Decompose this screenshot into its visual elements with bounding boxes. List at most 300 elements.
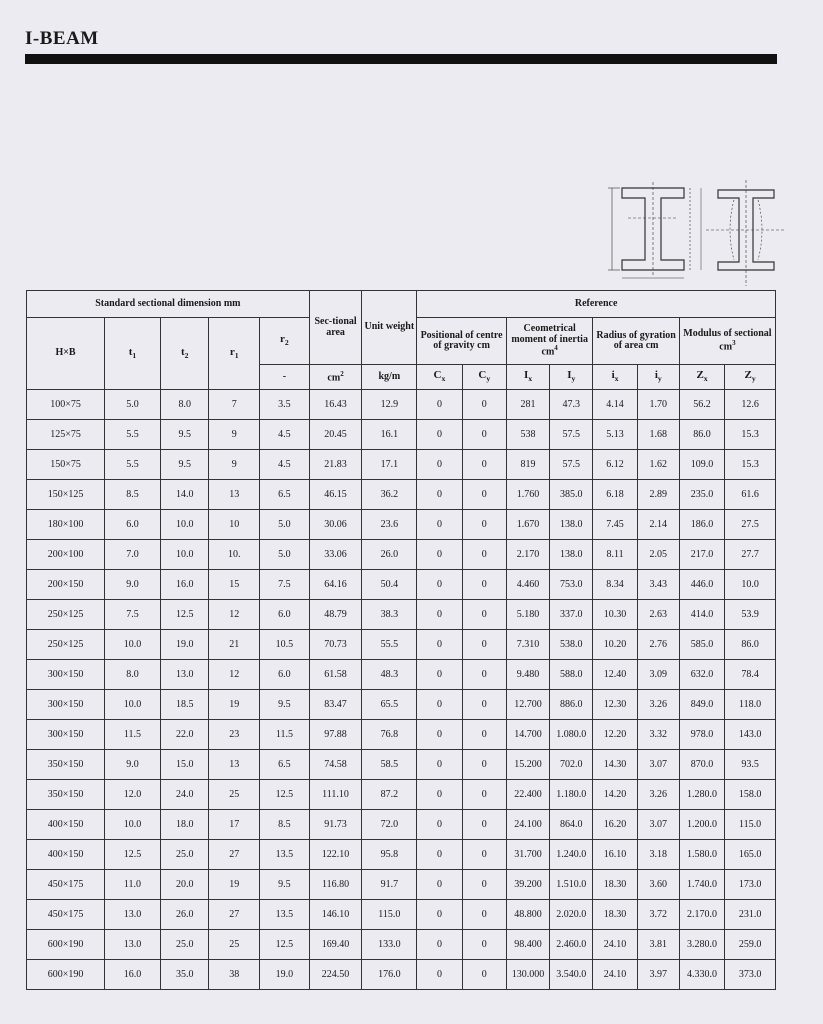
cell-cy: 0 (462, 630, 506, 660)
cell-zx: 86.0 (679, 420, 724, 450)
symbol-cy: $C_y$ (462, 365, 506, 390)
symbol-iy: $I_y$ (550, 365, 593, 390)
cell-radius-y: 3.72 (637, 900, 679, 930)
cell-t1: 8.5 (105, 480, 161, 510)
cell-r1: 25 (209, 930, 260, 960)
cell-r2: 6.0 (260, 600, 310, 630)
cell-weight: 36.2 (362, 480, 417, 510)
cell-t1: 9.0 (105, 750, 161, 780)
header-moment-of-inertia: Ceometrical moment of inertia $cm^4$ (506, 318, 592, 365)
cell-iy: 47.3 (550, 390, 593, 420)
cell-cx: 0 (417, 690, 462, 720)
cell-ix: 5.180 (506, 600, 549, 630)
cell-ix: 48.800 (506, 900, 549, 930)
cell-r2: 9.5 (260, 690, 310, 720)
cell-hxb: 125×75 (27, 420, 105, 450)
cell-t2: 15.0 (160, 750, 209, 780)
cell-r1: 13 (209, 480, 260, 510)
cell-t1: 12.0 (105, 780, 161, 810)
cell-radius-x: 6.18 (593, 480, 637, 510)
cell-zy: 27.5 (725, 510, 776, 540)
table-row (27, 720, 776, 750)
cell-weight: 91.7 (362, 870, 417, 900)
cell-weight: 87.2 (362, 780, 417, 810)
cell-hxb: 250×125 (27, 630, 105, 660)
cell-zy: 10.0 (725, 570, 776, 600)
cell-zy: 61.6 (725, 480, 776, 510)
table-row (27, 390, 776, 420)
cell-cx: 0 (417, 960, 462, 990)
cell-weight: 38.3 (362, 600, 417, 630)
cell-hxb: 600×190 (27, 930, 105, 960)
cell-cx: 0 (417, 450, 462, 480)
cell-r2: 6.0 (260, 660, 310, 690)
cell-weight: 48.3 (362, 660, 417, 690)
cell-area: 83.47 (309, 690, 362, 720)
cell-t2: 12.5 (160, 600, 209, 630)
cell-r2: 12.5 (260, 780, 310, 810)
cell-area: 116.80 (309, 870, 362, 900)
cell-iy: 57.5 (550, 420, 593, 450)
header-sectional-modulus: Modulus of sectional $cm^3$ (679, 318, 775, 365)
cell-ix: 2.170 (506, 540, 549, 570)
cell-r1: 10. (209, 540, 260, 570)
cell-iy: 702.0 (550, 750, 593, 780)
cell-zy: 259.0 (725, 930, 776, 960)
cell-r1: 25 (209, 780, 260, 810)
cell-r1: 23 (209, 720, 260, 750)
cell-hxb: 180×100 (27, 510, 105, 540)
cell-zx: 1.200.0 (679, 810, 724, 840)
cell-radius-x: 14.30 (593, 750, 637, 780)
cell-cx: 0 (417, 420, 462, 450)
cell-zx: 1.580.0 (679, 840, 724, 870)
cell-zx: 109.0 (679, 450, 724, 480)
cell-radius-x: 12.30 (593, 690, 637, 720)
cell-area: 33.06 (309, 540, 362, 570)
cell-weight: 17.1 (362, 450, 417, 480)
cell-radius-y: 2.63 (637, 600, 679, 630)
cell-radius-y: 3.97 (637, 960, 679, 990)
cell-zx: 585.0 (679, 630, 724, 660)
cell-zx: 870.0 (679, 750, 724, 780)
cell-cy: 0 (462, 570, 506, 600)
cell-area: 169.40 (309, 930, 362, 960)
symbol-ix: $I_x$ (506, 365, 549, 390)
cell-t1: 8.0 (105, 660, 161, 690)
cell-radius-x: 18.30 (593, 870, 637, 900)
header-sectional-area: Sec-tional area (309, 291, 362, 365)
cell-r1: 15 (209, 570, 260, 600)
cell-ix: 819 (506, 450, 549, 480)
cell-hxb: 450×175 (27, 870, 105, 900)
cell-t1: 10.0 (105, 630, 161, 660)
cell-r2: 8.5 (260, 810, 310, 840)
cell-cx: 0 (417, 630, 462, 660)
cell-ix: 7.310 (506, 630, 549, 660)
cell-cx: 0 (417, 930, 462, 960)
cell-weight: 55.5 (362, 630, 417, 660)
cell-r2: 12.5 (260, 930, 310, 960)
cell-zy: 15.3 (725, 420, 776, 450)
header-centre-of-gravity: Positional of centre of gravity cm (417, 318, 507, 365)
cell-cx: 0 (417, 810, 462, 840)
cell-r1: 9 (209, 420, 260, 450)
cell-weight: 26.0 (362, 540, 417, 570)
cell-ix: 130.000 (506, 960, 549, 990)
cell-zy: 373.0 (725, 960, 776, 990)
cell-radius-x: 18.30 (593, 900, 637, 930)
cell-zx: 56.2 (679, 390, 724, 420)
cell-area: 224.50 (309, 960, 362, 990)
cell-cx: 0 (417, 780, 462, 810)
table-row (27, 930, 776, 960)
table-row (27, 480, 776, 510)
cell-t2: 20.0 (160, 870, 209, 900)
cell-cy: 0 (462, 450, 506, 480)
cell-cy: 0 (462, 420, 506, 450)
symbol-radius-x: $i_x$ (593, 365, 637, 390)
cell-cy: 0 (462, 690, 506, 720)
cell-weight: 72.0 (362, 810, 417, 840)
cell-radius-x: 24.10 (593, 960, 637, 990)
cell-t1: 11.5 (105, 720, 161, 750)
cell-radius-y: 1.62 (637, 450, 679, 480)
cell-t1: 10.0 (105, 690, 161, 720)
cell-area: 91.73 (309, 810, 362, 840)
cell-hxb: 300×150 (27, 720, 105, 750)
cell-r2: 6.5 (260, 480, 310, 510)
cell-zx: 978.0 (679, 720, 724, 750)
cell-cx: 0 (417, 390, 462, 420)
cell-radius-y: 2.76 (637, 630, 679, 660)
cell-cx: 0 (417, 480, 462, 510)
cell-radius-x: 10.20 (593, 630, 637, 660)
cell-area: 70.73 (309, 630, 362, 660)
cell-r2: 13.5 (260, 900, 310, 930)
cell-zy: 86.0 (725, 630, 776, 660)
cell-zy: 115.0 (725, 810, 776, 840)
cell-cx: 0 (417, 600, 462, 630)
cell-radius-y: 3.26 (637, 690, 679, 720)
cell-zy: 15.3 (725, 450, 776, 480)
cell-area: 64.16 (309, 570, 362, 600)
cell-cy: 0 (462, 510, 506, 540)
header-hxb: H×B (27, 318, 105, 390)
cell-cx: 0 (417, 720, 462, 750)
cell-hxb: 450×175 (27, 900, 105, 930)
cell-hxb: 250×125 (27, 600, 105, 630)
table-row (27, 420, 776, 450)
symbol-radius-y: $i_y$ (637, 365, 679, 390)
cell-cy: 0 (462, 480, 506, 510)
cell-zx: 1.280.0 (679, 780, 724, 810)
cell-r1: 12 (209, 600, 260, 630)
cell-cy: 0 (462, 930, 506, 960)
cell-zx: 4.330.0 (679, 960, 724, 990)
table-row (27, 900, 776, 930)
cell-area: 122.10 (309, 840, 362, 870)
cell-radius-y: 3.18 (637, 840, 679, 870)
cell-t1: 5.5 (105, 450, 161, 480)
cell-r1: 19 (209, 870, 260, 900)
cell-cx: 0 (417, 750, 462, 780)
cell-ix: 98.400 (506, 930, 549, 960)
cell-r1: 27 (209, 840, 260, 870)
cell-cy: 0 (462, 780, 506, 810)
cell-r2: 11.5 (260, 720, 310, 750)
cell-t2: 26.0 (160, 900, 209, 930)
cell-t1: 16.0 (105, 960, 161, 990)
cell-zy: 158.0 (725, 780, 776, 810)
cell-r2: 13.5 (260, 840, 310, 870)
cell-t1: 9.0 (105, 570, 161, 600)
cell-hxb: 150×125 (27, 480, 105, 510)
cell-cy: 0 (462, 750, 506, 780)
cell-t2: 22.0 (160, 720, 209, 750)
cell-radius-y: 2.89 (637, 480, 679, 510)
cell-cx: 0 (417, 540, 462, 570)
cell-iy: 538.0 (550, 630, 593, 660)
cell-iy: 337.0 (550, 600, 593, 630)
cell-r2: 4.5 (260, 450, 310, 480)
cell-weight: 176.0 (362, 960, 417, 990)
cell-r1: 19 (209, 690, 260, 720)
cell-r1: 17 (209, 810, 260, 840)
cell-r1: 12 (209, 660, 260, 690)
cell-r2: 6.5 (260, 750, 310, 780)
cell-ix: 281 (506, 390, 549, 420)
cell-t2: 25.0 (160, 930, 209, 960)
cell-t2: 18.0 (160, 810, 209, 840)
cell-t2: 24.0 (160, 780, 209, 810)
cell-zy: 53.9 (725, 600, 776, 630)
header-radius-of-gyration: Radius of gyration of area cm (593, 318, 679, 365)
cell-zx: 632.0 (679, 660, 724, 690)
cell-t2: 9.5 (160, 420, 209, 450)
cell-iy: 864.0 (550, 810, 593, 840)
cell-weight: 23.6 (362, 510, 417, 540)
cell-weight: 16.1 (362, 420, 417, 450)
cell-area: 74.58 (309, 750, 362, 780)
cell-zx: 217.0 (679, 540, 724, 570)
table-row (27, 690, 776, 720)
cell-cy: 0 (462, 960, 506, 990)
cell-area: 30.06 (309, 510, 362, 540)
cell-zx: 849.0 (679, 690, 724, 720)
table-row (27, 450, 776, 480)
cell-t1: 13.0 (105, 930, 161, 960)
cell-iy: 886.0 (550, 690, 593, 720)
cell-area: 61.58 (309, 660, 362, 690)
cell-t2: 14.0 (160, 480, 209, 510)
table-row (27, 840, 776, 870)
cell-iy: 385.0 (550, 480, 593, 510)
cell-zx: 186.0 (679, 510, 724, 540)
cell-cy: 0 (462, 390, 506, 420)
i-beam-section-diagram (598, 178, 788, 290)
cell-zx: 235.0 (679, 480, 724, 510)
cell-weight: 115.0 (362, 900, 417, 930)
cell-ix: 24.100 (506, 810, 549, 840)
cell-zy: 93.5 (725, 750, 776, 780)
cell-radius-y: 3.81 (637, 930, 679, 960)
i-beam-spec-table (26, 290, 776, 990)
header-standard-dimension: Standard sectional dimension mm (27, 291, 310, 318)
cell-r1: 38 (209, 960, 260, 990)
cell-r2: 7.5 (260, 570, 310, 600)
table-row (27, 630, 776, 660)
cell-hxb: 400×150 (27, 810, 105, 840)
cell-iy: 1.240.0 (550, 840, 593, 870)
table-row (27, 870, 776, 900)
cell-zx: 414.0 (679, 600, 724, 630)
unit-r2: - (260, 365, 310, 390)
cell-hxb: 400×150 (27, 840, 105, 870)
cell-area: 21.83 (309, 450, 362, 480)
cell-area: 46.15 (309, 480, 362, 510)
cell-radius-y: 2.05 (637, 540, 679, 570)
cell-t1: 6.0 (105, 510, 161, 540)
cell-area: 97.88 (309, 720, 362, 750)
cell-hxb: 600×190 (27, 960, 105, 990)
cell-r2: 4.5 (260, 420, 310, 450)
cell-hxb: 200×100 (27, 540, 105, 570)
cell-iy: 138.0 (550, 510, 593, 540)
cell-radius-y: 3.32 (637, 720, 679, 750)
cell-zy: 12.6 (725, 390, 776, 420)
cell-t1: 11.0 (105, 870, 161, 900)
cell-t2: 35.0 (160, 960, 209, 990)
cell-cy: 0 (462, 600, 506, 630)
cell-t1: 7.0 (105, 540, 161, 570)
cell-hxb: 350×150 (27, 750, 105, 780)
cell-ix: 1.760 (506, 480, 549, 510)
table-row (27, 660, 776, 690)
cell-cy: 0 (462, 840, 506, 870)
cell-zx: 3.280.0 (679, 930, 724, 960)
table-row (27, 510, 776, 540)
cell-t2: 16.0 (160, 570, 209, 600)
symbol-zx: $Z_x$ (679, 365, 724, 390)
cell-iy: 1.180.0 (550, 780, 593, 810)
cell-r1: 9 (209, 450, 260, 480)
cell-r2: 19.0 (260, 960, 310, 990)
header-t1: $t_1$ (105, 318, 161, 390)
cell-radius-x: 8.11 (593, 540, 637, 570)
cell-r2: 5.0 (260, 540, 310, 570)
cell-r2: 3.5 (260, 390, 310, 420)
cell-t2: 10.0 (160, 540, 209, 570)
cell-radius-x: 12.20 (593, 720, 637, 750)
header-r2: $r_2$ (260, 318, 310, 365)
title-rule (25, 54, 777, 64)
cell-radius-x: 12.40 (593, 660, 637, 690)
cell-cx: 0 (417, 570, 462, 600)
cell-t2: 13.0 (160, 660, 209, 690)
cell-area: 16.43 (309, 390, 362, 420)
cell-zy: 118.0 (725, 690, 776, 720)
cell-r1: 21 (209, 630, 260, 660)
cell-radius-x: 14.20 (593, 780, 637, 810)
cell-t1: 7.5 (105, 600, 161, 630)
unit-weight: kg/m (362, 365, 417, 390)
cell-cy: 0 (462, 810, 506, 840)
table-row (27, 810, 776, 840)
cell-r2: 9.5 (260, 870, 310, 900)
cell-iy: 138.0 (550, 540, 593, 570)
cell-ix: 31.700 (506, 840, 549, 870)
table-row (27, 750, 776, 780)
cell-t1: 10.0 (105, 810, 161, 840)
unit-area: $cm^2$ (309, 365, 362, 390)
cell-r2: 5.0 (260, 510, 310, 540)
cell-hxb: 100×75 (27, 390, 105, 420)
cell-cy: 0 (462, 900, 506, 930)
header-reference: Reference (417, 291, 776, 318)
cell-t1: 5.0 (105, 390, 161, 420)
cell-weight: 65.5 (362, 690, 417, 720)
cell-area: 146.10 (309, 900, 362, 930)
cell-radius-x: 8.34 (593, 570, 637, 600)
cell-ix: 1.670 (506, 510, 549, 540)
cell-radius-x: 16.20 (593, 810, 637, 840)
cell-weight: 58.5 (362, 750, 417, 780)
cell-cy: 0 (462, 870, 506, 900)
cell-radius-x: 7.45 (593, 510, 637, 540)
cell-cx: 0 (417, 840, 462, 870)
cell-hxb: 150×75 (27, 450, 105, 480)
cell-radius-y: 3.26 (637, 780, 679, 810)
cell-ix: 14.700 (506, 720, 549, 750)
cell-weight: 133.0 (362, 930, 417, 960)
cell-r1: 7 (209, 390, 260, 420)
cell-t2: 8.0 (160, 390, 209, 420)
cell-zy: 27.7 (725, 540, 776, 570)
cell-iy: 753.0 (550, 570, 593, 600)
cell-radius-x: 16.10 (593, 840, 637, 870)
header-t2: $t_2$ (160, 318, 209, 390)
cell-radius-x: 5.13 (593, 420, 637, 450)
cell-iy: 1.510.0 (550, 870, 593, 900)
cell-radius-x: 24.10 (593, 930, 637, 960)
cell-cx: 0 (417, 900, 462, 930)
cell-radius-y: 3.07 (637, 810, 679, 840)
cell-iy: 2.020.0 (550, 900, 593, 930)
cell-radius-y: 2.14 (637, 510, 679, 540)
cell-area: 20.45 (309, 420, 362, 450)
header-unit-weight: Unit weight (362, 291, 417, 365)
cell-iy: 3.540.0 (550, 960, 593, 990)
cell-iy: 588.0 (550, 660, 593, 690)
table-row (27, 540, 776, 570)
cell-radius-y: 3.43 (637, 570, 679, 600)
page-title: I-BEAM (25, 28, 99, 49)
cell-t2: 9.5 (160, 450, 209, 480)
cell-cx: 0 (417, 510, 462, 540)
symbol-zy: $Z_y$ (725, 365, 776, 390)
cell-r2: 10.5 (260, 630, 310, 660)
cell-weight: 12.9 (362, 390, 417, 420)
cell-t2: 18.5 (160, 690, 209, 720)
cell-cy: 0 (462, 540, 506, 570)
cell-iy: 1.080.0 (550, 720, 593, 750)
cell-area: 111.10 (309, 780, 362, 810)
cell-radius-x: 6.12 (593, 450, 637, 480)
cell-r1: 13 (209, 750, 260, 780)
cell-weight: 95.8 (362, 840, 417, 870)
cell-t2: 10.0 (160, 510, 209, 540)
